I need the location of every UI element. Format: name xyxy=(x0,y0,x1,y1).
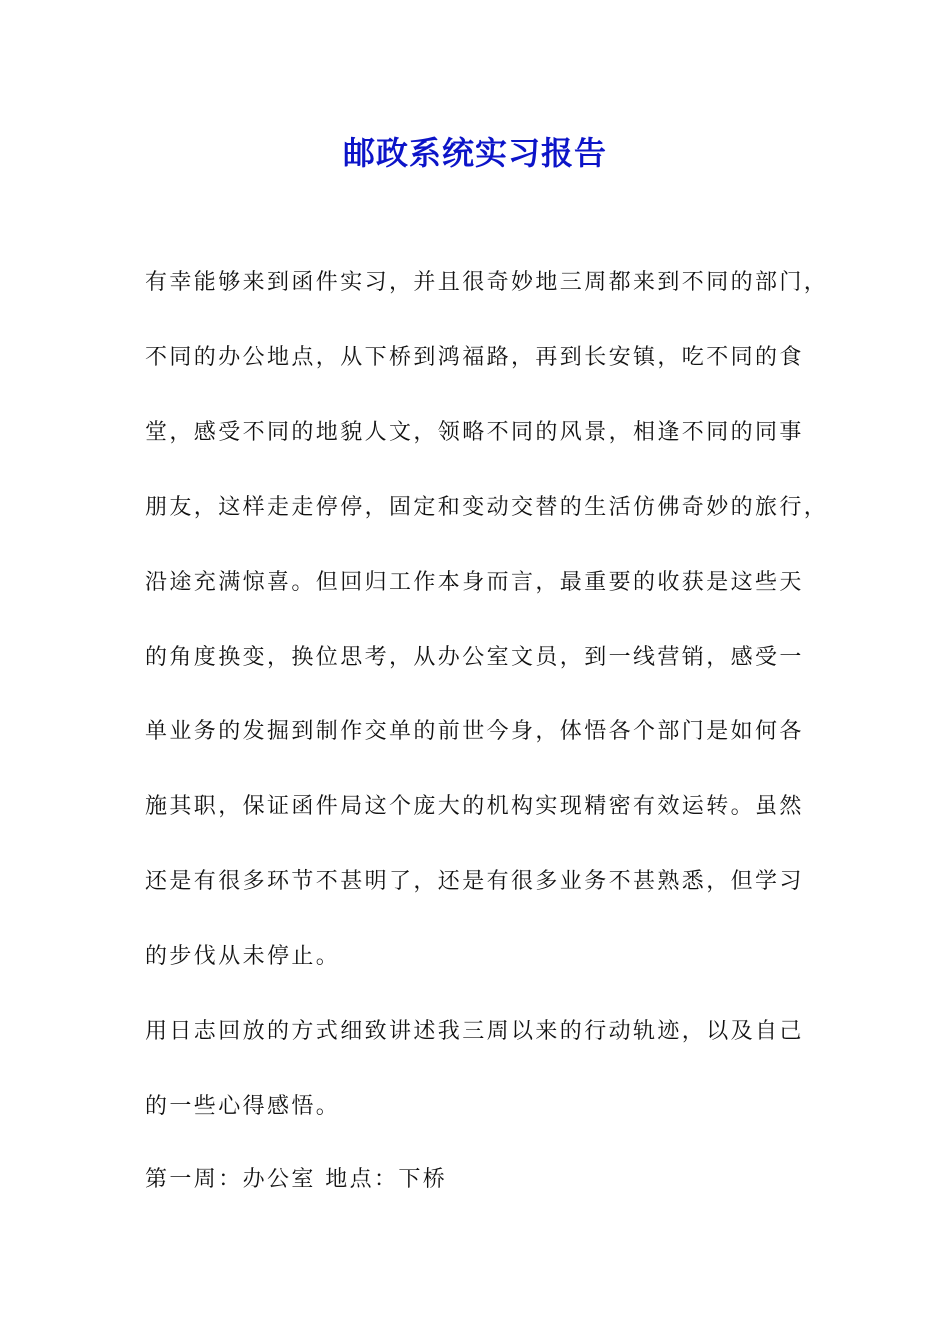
body-line-10: 的步伐从未停止。 xyxy=(145,944,341,969)
body-line-3: 堂，感受不同的地貌人文，领略不同的风景，相逢不同的同事 xyxy=(145,420,804,445)
body-line-12: 的一些心得感悟。 xyxy=(145,1094,341,1119)
body-line-2: 不同的办公地点，从下桥到鸿福路，再到长安镇，吃不同的食 xyxy=(145,345,804,370)
body-line-1: 有幸能够来到函件实习，并且很奇妙地三周都来到不同的部门， xyxy=(145,270,829,295)
section-heading-week-1: 第一周：办公室 地点：下桥 xyxy=(145,1167,448,1192)
body-line-11: 用日志回放的方式细致讲述我三周以来的行动轨迹，以及自己 xyxy=(145,1019,804,1044)
body-line-5: 沿途充满惊喜。但回归工作本身而言，最重要的收获是这些天 xyxy=(145,570,804,595)
document-title: 邮政系统实习报告 xyxy=(342,134,607,172)
body-line-9: 还是有很多环节不甚明了，还是有很多业务不甚熟悉，但学习 xyxy=(145,869,804,894)
body-line-8: 施其职，保证函件局这个庞大的机构实现精密有效运转。虽然 xyxy=(145,794,804,819)
body-line-6: 的角度换变，换位思考，从办公室文员，到一线营销，感受一 xyxy=(145,645,804,670)
body-line-4: 朋友，这样走走停停，固定和变动交替的生活仿佛奇妙的旅行， xyxy=(145,495,829,520)
body-line-7: 单业务的发掘到制作交单的前世今身，体悟各个部门是如何各 xyxy=(145,719,804,744)
